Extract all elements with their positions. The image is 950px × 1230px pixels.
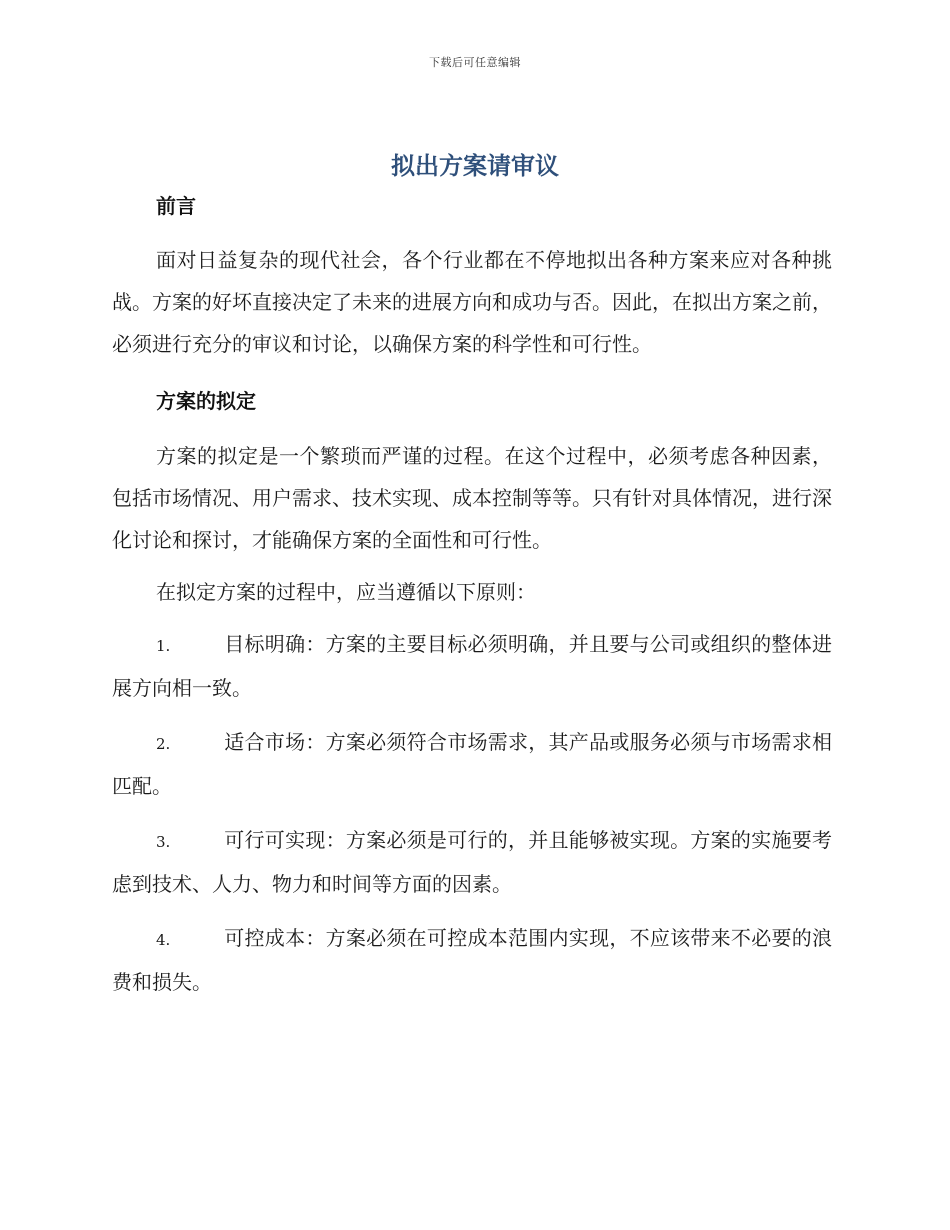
- list-number: 2.: [156, 735, 171, 753]
- list-text: 可控成本：方案必须在可控成本范围内实现，不应该带来不必要的浪费和损失。: [112, 926, 832, 994]
- header-note: 下载后可任意编辑: [429, 56, 521, 69]
- drafting-paragraph: 方案的拟定是一个繁琐而严谨的过程。在这个过程中，必须考虑各种因素，包括市场情况、用户需求、技术实现、成本控制等等。只有针对具体情况，进行深化讨论和探讨，才能确保方案的全面性和可行性。: [112, 444, 832, 552]
- list-item: [112, 623, 832, 709]
- section-heading-preface: 前言: [156, 194, 196, 218]
- document-body: [112, 190, 832, 1003]
- document-title: 拟出方案请审议: [391, 152, 559, 180]
- section-heading-drafting: 方案的拟定: [156, 389, 256, 413]
- principles-intro: 在拟定方案的过程中，应当遵循以下原则：: [156, 580, 536, 604]
- list-number: 1.: [156, 637, 171, 655]
- list-item: [112, 819, 832, 905]
- list-text: 可行可实现：方案必须是可行的，并且能够被实现。方案的实施要考虑到技术、人力、物力和时间等方面的因素。: [112, 828, 832, 896]
- list-number: 4.: [156, 931, 171, 949]
- list-text: 适合市场：方案必须符合市场需求，其产品或服务必须与市场需求相匹配。: [112, 730, 832, 798]
- list-item: [112, 917, 832, 1003]
- list-item: [112, 721, 832, 807]
- list-text: 目标明确：方案的主要目标必须明确，并且要与公司或组织的整体进展方向相一致。: [112, 632, 832, 700]
- principles-list: [112, 623, 832, 1003]
- list-number: 3.: [156, 833, 171, 851]
- preface-paragraph: 面对日益复杂的现代社会，各个行业都在不停地拟出各种方案来应对各种挑战。方案的好坏直接决定了未来的进展方向和成功与否。因此，在拟出方案之前，必须进行充分的审议和讨论，以确保方案的科学性和可行性。: [112, 248, 832, 356]
